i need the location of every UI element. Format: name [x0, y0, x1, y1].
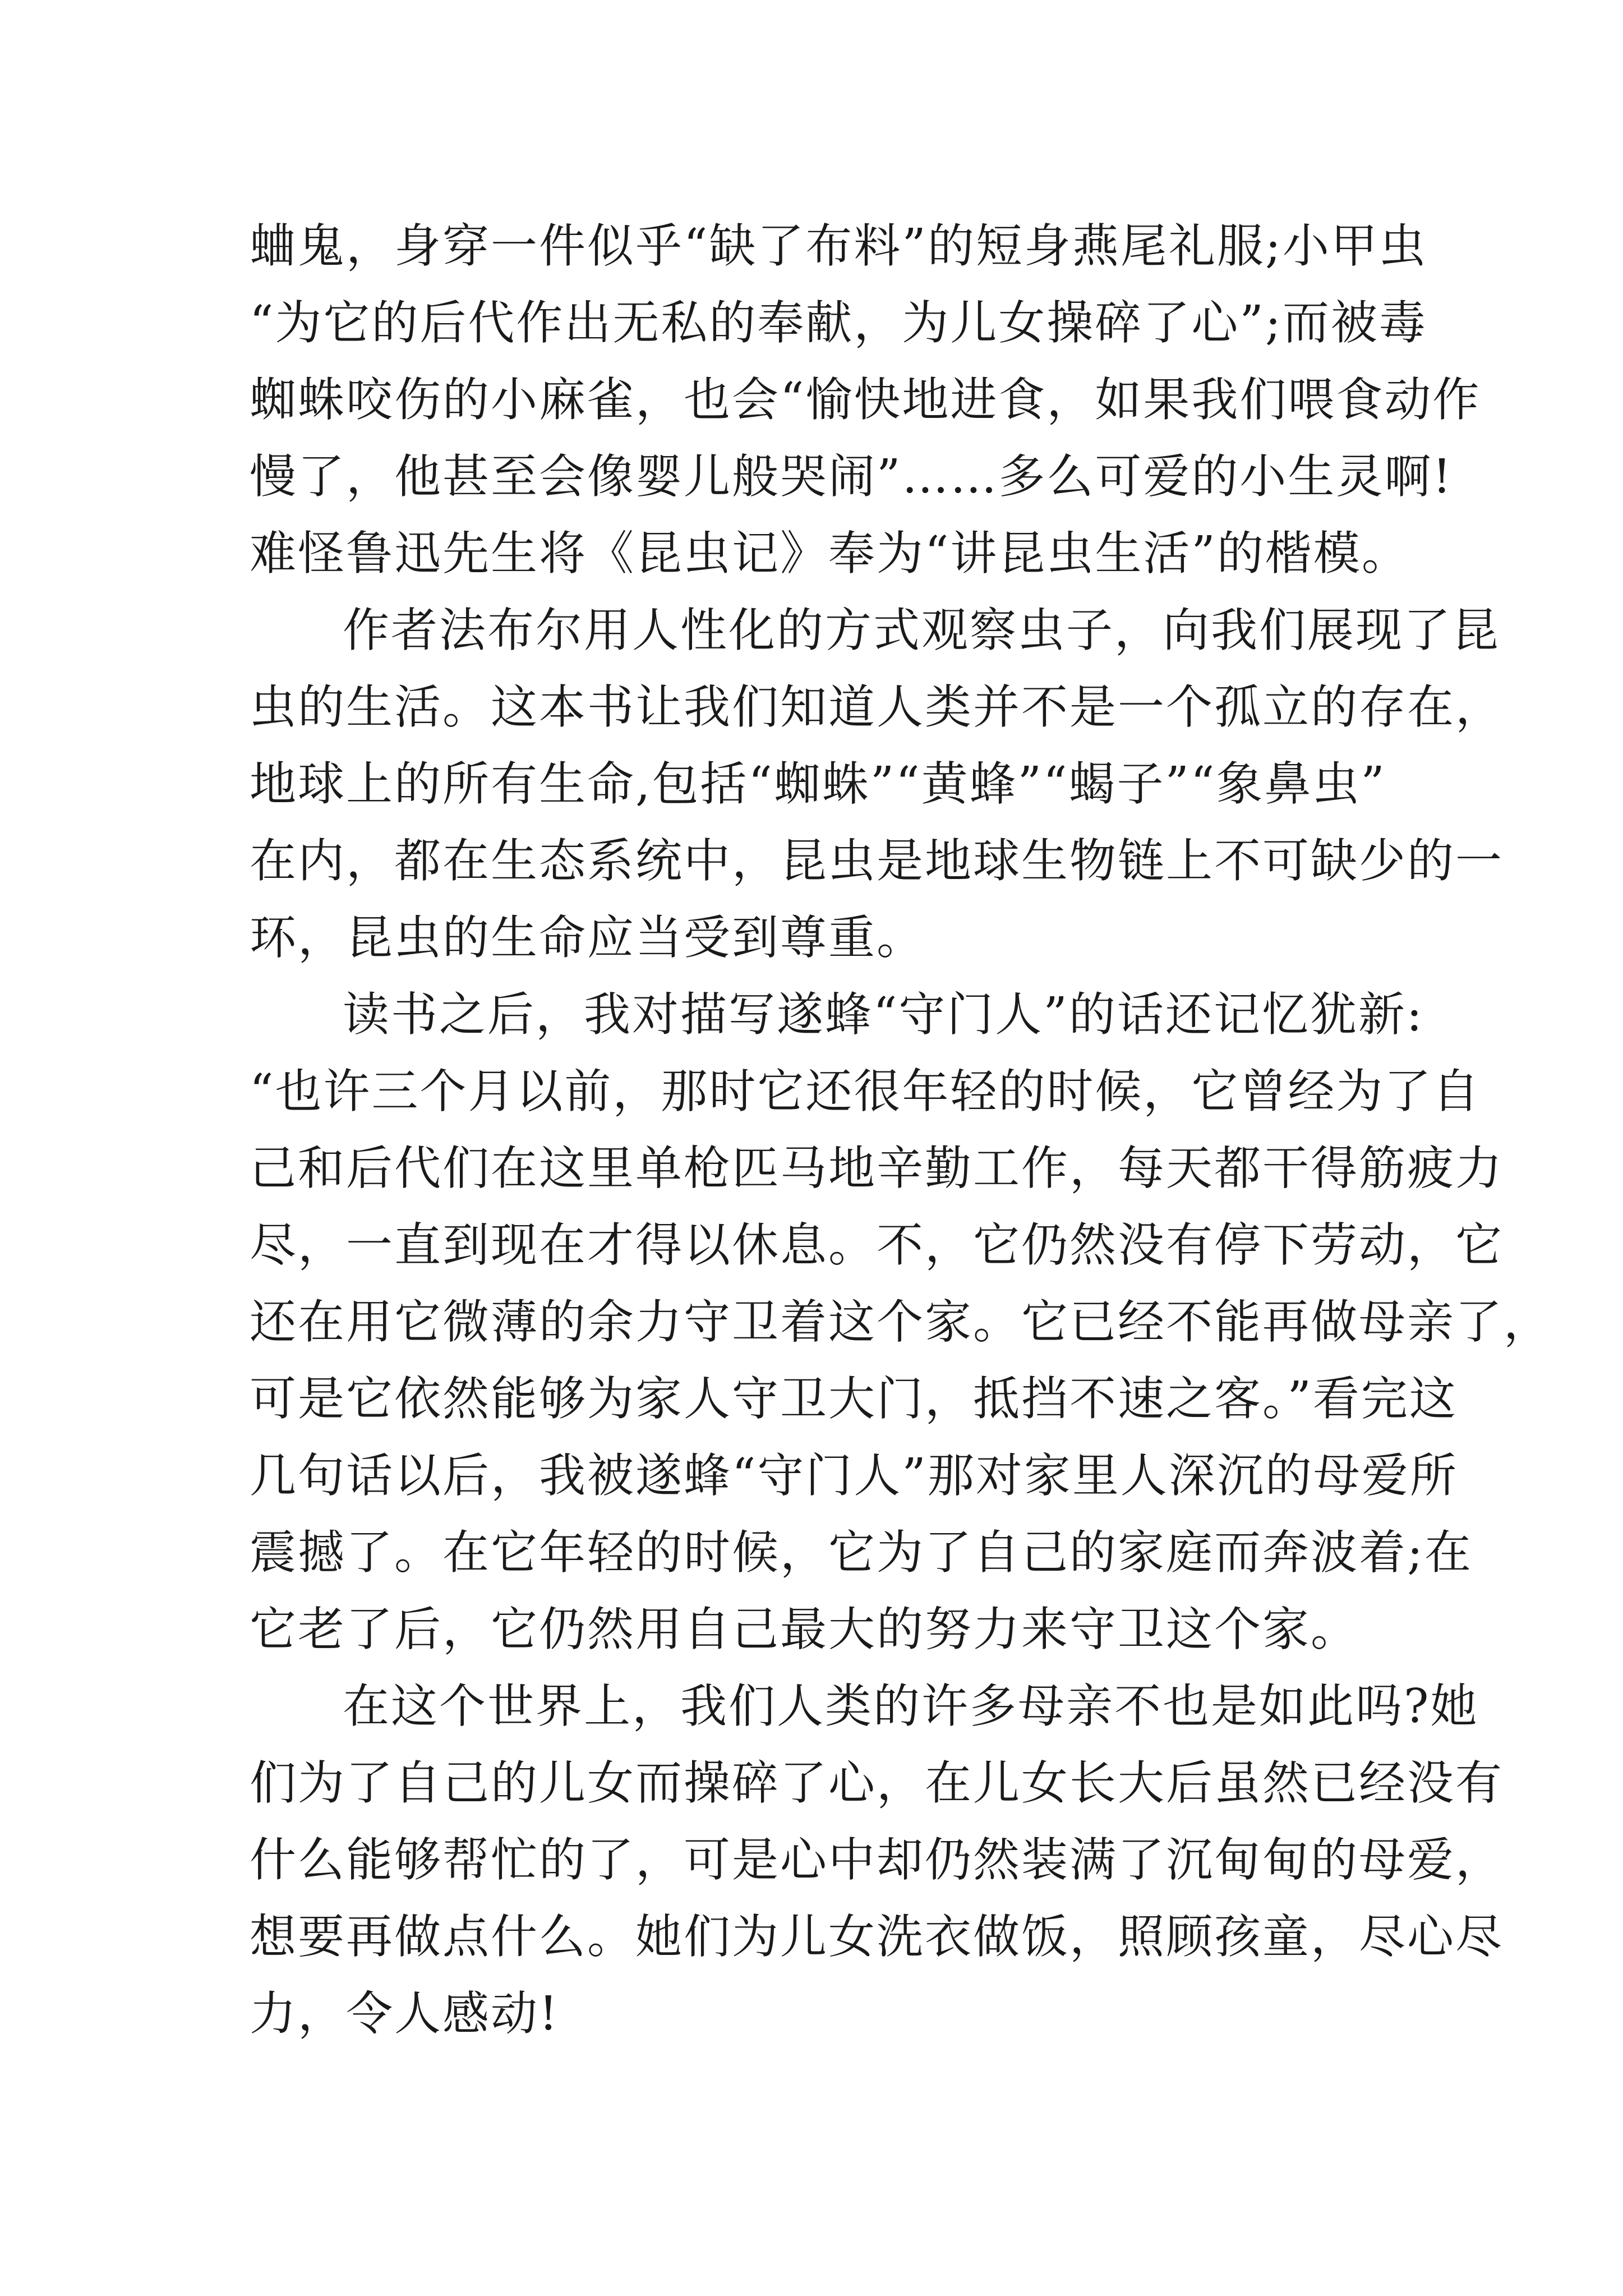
- text-line: 地球上的所有生命,包括“蜘蛛”“黄蜂”“蝎子”“象鼻虫”: [250, 757, 1386, 811]
- text-line: “也许三个月以前，那时它还很年轻的时候，它曾经为了自: [250, 1064, 1481, 1119]
- paragraph-first-line: 在这个世界上，我们人类的许多母亲不也是如此吗?她: [343, 1679, 1479, 1733]
- text-line: 想要再做点什么。她们为儿女洗衣做饭，照顾孩童，尽心尽: [250, 1910, 1504, 1964]
- text-line: 震撼了。在它年轻的时候，它为了自己的家庭而奔波着;在: [250, 1525, 1473, 1580]
- text-line: 难怪鲁迅先生将《昆虫记》奉为“讲昆虫生活”的楷模。: [250, 526, 1410, 581]
- text-line: 虫的生活。这本书让我们知道人类并不是一个孤立的存在，: [250, 680, 1504, 734]
- text-line: 力，令人感动!: [250, 1986, 560, 2041]
- text-line: 慢了，他甚至会像婴儿般哭闹”……多么可爱的小生灵啊!: [250, 449, 1453, 504]
- essay-body: [250, 208, 1552, 2052]
- text-line: 蜘蛛咬伤的小麻雀，也会“愉快地进食，如果我们喂食动作: [250, 372, 1481, 427]
- text-line: 蛐鬼，身穿一件似乎“缺了布料”的短身燕尾礼服;小甲虫: [250, 219, 1427, 273]
- text-line: 尽，一直到现在才得以休息。不，它仍然没有停下劳动，它: [250, 1218, 1504, 1272]
- paragraph-first-line: 读书之后，我对描写遂蜂“守门人”的话还记忆犹新:: [343, 987, 1424, 1042]
- text-line: 环，昆虫的生命应当受到尊重。: [250, 910, 925, 965]
- text-line: 己和后代们在这里单枪匹马地辛勤工作，每天都干得筋疲力: [250, 1141, 1504, 1195]
- text-line: 几句话以后，我被遂蜂“守门人”那对家里人深沉的母爱所: [250, 1448, 1458, 1503]
- paragraph-first-line: 作者法布尔用人性化的方式观察虫子，向我们展现了昆: [343, 603, 1500, 657]
- text-line: 它老了后，它仍然用自己最大的努力来守卫这个家。: [250, 1602, 1359, 1657]
- text-line: 们为了自己的儿女而操碎了心，在儿女长大后虽然已经没有: [250, 1756, 1504, 1810]
- text-line: 还在用它微薄的余力守卫着这个家。它已经不能再做母亲了，: [250, 1295, 1552, 1349]
- text-line: 可是它依然能够为家人守卫大门，抵挡不速之客。”看完这: [250, 1372, 1458, 1426]
- text-line: 什么能够帮忙的了，可是心中却仍然装满了沉甸甸的母爱，: [250, 1833, 1504, 1887]
- text-line: “为它的后代作出无私的奉献，为儿女操碎了心”;而被毒: [250, 296, 1427, 350]
- text-line: 在内，都在生态系统中，昆虫是地球生物链上不可缺少的一: [250, 834, 1504, 888]
